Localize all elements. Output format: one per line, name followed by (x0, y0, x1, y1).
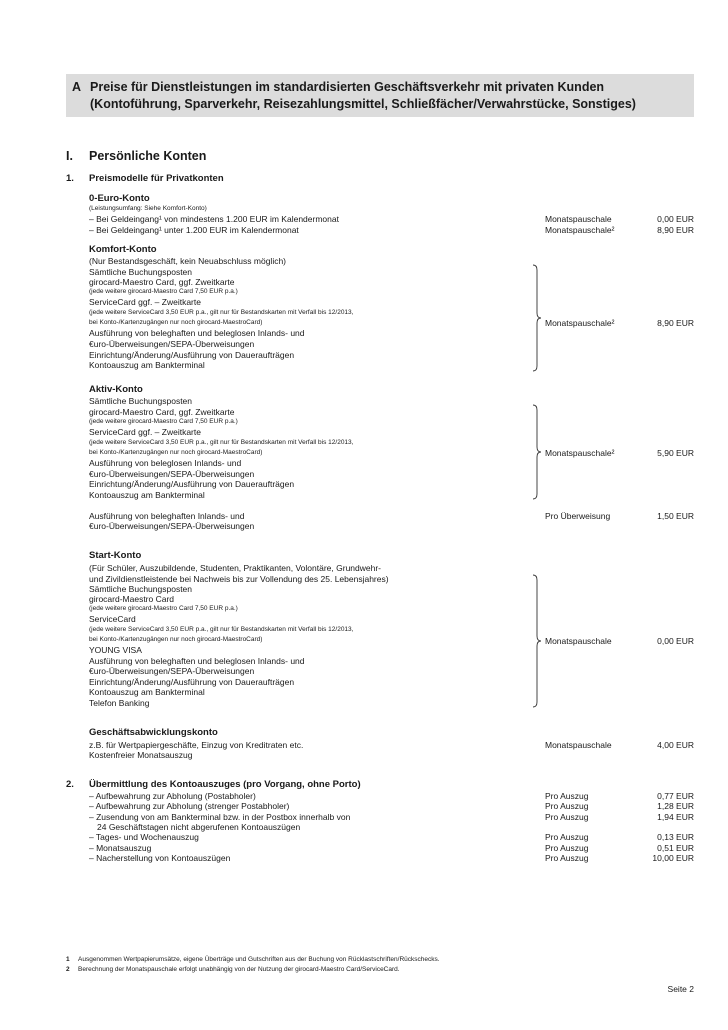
footnote-1-number: 1 (66, 956, 70, 963)
aktiv-price: 5,90 EUR (657, 448, 694, 458)
aktiv-line: Kontoauszug am Bankterminal (89, 490, 205, 500)
header-letter: A (72, 80, 82, 94)
start-line: (jede weitere ServiceCard 3,50 EUR p.a., gilt nur für Bestandskarten mit Verfall bis 12/2013, (89, 626, 354, 633)
footnote-1-text: Ausgenommen Wertpapierumsätze, eigene Überträge und Gutschriften aus der Buchung von Rücklastschriften/Rückschecks. (78, 956, 440, 963)
start-line: (jede weitere girocard-Maestro Card 7,50 EUR p.a.) (89, 605, 238, 612)
aktiv-unit: Monatspauschale² (545, 448, 615, 458)
geschaeft-unit: Monatspauschale (545, 740, 612, 750)
auszug-row-unit: Pro Auszug (545, 853, 589, 863)
header-line-1: Preise für Dienstleistungen im standardisierten Geschäftsverkehr mit privaten Kunden (90, 80, 605, 94)
auszug-row-unit: Pro Auszug (545, 843, 589, 853)
start-line: bei Konto-/Kartenzugängen nur noch girocard-MaestroCard) (89, 636, 263, 643)
komfort-line: €uro-Überweisungen/SEPA-Überweisungen (89, 339, 255, 349)
start-line: (Für Schüler, Auszubildende, Studenten, Praktikanten, Volontäre, Grundwehr- (89, 563, 382, 573)
subsection-2-number: 2. (66, 779, 74, 790)
auszug-row: – Aufbewahrung zur Abholung (strenger Postabholer) (89, 801, 290, 811)
komfort-price: 8,90 EUR (657, 318, 694, 328)
section-title: Persönliche Konten (89, 149, 207, 163)
auszug-row-price: 1,94 EUR (657, 812, 694, 822)
geschaeft-line-2: Kostenfreier Monatsauszug (89, 750, 193, 760)
start-line: YOUNG VISA (89, 645, 142, 655)
aktiv-line: Ausführung von beleglosen Inlands- und (89, 458, 242, 468)
komfort-konto-title: Komfort-Konto (89, 244, 157, 255)
auszug-row-unit: Pro Auszug (545, 791, 589, 801)
footnote-2 (66, 966, 400, 973)
auszug-row: – Aufbewahrung zur Abholung (Postabholer) (89, 791, 256, 801)
komfort-line: Sämtliche Buchungsposten (89, 267, 193, 277)
aktiv-line: (jede weitere girocard-Maestro Card 7,50 EUR p.a.) (89, 418, 238, 425)
subsection-2-title: Übermittlung des Kontoauszuges (pro Vorgang, ohne Porto) (89, 779, 361, 790)
auszug-row-unit: Pro Auszug (545, 812, 589, 822)
start-line: Ausführung von beleghaften und beleglosen Inlands- und (89, 656, 305, 666)
section-number: I. (66, 149, 73, 163)
start-price: 0,00 EUR (657, 636, 694, 646)
null-konto-row-2: – Bei Geldeingang¹ unter 1.200 EUR im Kalendermonat (89, 225, 299, 235)
page-number: Seite 2 (667, 984, 694, 994)
header-line-2: (Kontoführung, Sparverkehr, Reisezahlungsmittel, Schließfächer/Verwahrstücke, Sonstiges) (90, 97, 636, 111)
start-line: ServiceCard (89, 614, 136, 624)
komfort-line: (jede weitere ServiceCard 3,50 EUR p.a., gilt nur für Bestandskarten mit Verfall bis 12/2013, (89, 309, 354, 316)
komfort-line: Einrichtung/Änderung/Ausführung von Daueraufträgen (89, 350, 295, 360)
subsection-1-title: Preismodelle für Privatkonten (89, 173, 224, 184)
aktiv-line: €uro-Überweisungen/SEPA-Überweisungen (89, 469, 255, 479)
aktiv-extra-line-2: €uro-Überweisungen/SEPA-Überweisungen (89, 521, 255, 531)
komfort-line: bei Konto-/Kartenzugängen nur noch girocard-MaestroCard) (89, 319, 263, 326)
komfort-unit: Monatspauschale² (545, 318, 615, 328)
footnote-2-number: 2 (66, 966, 70, 973)
auszug-row-price: 0,51 EUR (657, 843, 694, 853)
komfort-brace (532, 264, 542, 372)
aktiv-line: (jede weitere ServiceCard 3,50 EUR p.a., gilt nur für Bestandskarten mit Verfall bis 12/2013, (89, 439, 354, 446)
start-line: girocard-Maestro Card (89, 594, 175, 604)
start-brace (532, 574, 542, 708)
null-konto-note: (Leistungsumfang: Siehe Komfort-Konto) (89, 205, 207, 212)
komfort-line: girocard-Maestro Card, ggf. Zweitkarte (89, 277, 235, 287)
start-line: und Zivildienstleistende bei Nachweis bis zur Vollendung des 25. Lebensjahres) (89, 574, 389, 584)
komfort-line: Kontoauszug am Bankterminal (89, 360, 205, 370)
geschaeft-price: 4,00 EUR (657, 740, 694, 750)
aktiv-line: bei Konto-/Kartenzugängen nur noch girocard-MaestroCard) (89, 449, 263, 456)
null-konto-row-1: – Bei Geldeingang¹ von mindestens 1.200 EUR im Kalendermonat (89, 214, 339, 224)
auszug-row-continuation: 24 Geschäftstagen nicht abgerufenen Kontoauszügen (97, 822, 301, 832)
aktiv-brace (532, 404, 542, 500)
null-konto-row-2-price: 8,90 EUR (657, 225, 694, 235)
komfort-line: Ausführung von beleghaften und beleglosen Inlands- und (89, 328, 305, 338)
auszug-row: – Monatsauszug (89, 843, 152, 853)
aktiv-extra-unit: Pro Überweisung (545, 511, 611, 521)
footnote-1 (66, 956, 440, 963)
auszug-row: – Nacherstellung von Kontoauszügen (89, 853, 231, 863)
geschaeft-line-1: z.B. für Wertpapiergeschäfte, Einzug von Kreditraten etc. (89, 740, 304, 750)
auszug-row: – Zusendung von am Bankterminal bzw. in der Postbox innerhalb von (89, 812, 351, 822)
aktiv-line: ServiceCard ggf. – Zweitkarte (89, 427, 201, 437)
aktiv-line: Einrichtung/Änderung/Ausführung von Daueraufträgen (89, 479, 295, 489)
null-konto-row-1-unit: Monatspauschale (545, 214, 612, 224)
aktiv-line: Sämtliche Buchungsposten (89, 396, 193, 406)
start-konto-title: Start-Konto (89, 550, 142, 561)
geschaeft-konto-title: Geschäftsabwicklungskonto (89, 727, 218, 738)
auszug-row: – Tages- und Wochenauszug (89, 832, 199, 842)
auszug-row-unit: Pro Auszug (545, 801, 589, 811)
footnote-2-text: Berechnung der Monatspauschale erfolgt unabhängig von der Nutzung der girocard-Maestro Card/ServiceCard. (78, 966, 400, 973)
komfort-line: (jede weitere girocard-Maestro Card 7,50 EUR p.a.) (89, 288, 238, 295)
start-line: Sämtliche Buchungsposten (89, 584, 193, 594)
null-konto-title: 0-Euro-Konto (89, 193, 150, 204)
subsection-1-number: 1. (66, 173, 74, 184)
komfort-line: (Nur Bestandsgeschäft, kein Neuabschluss möglich) (89, 256, 287, 266)
aktiv-extra-price: 1,50 EUR (657, 511, 694, 521)
aktiv-konto-title: Aktiv-Konto (89, 384, 143, 395)
start-line: Einrichtung/Änderung/Ausführung von Daueraufträgen (89, 677, 295, 687)
auszug-row-price: 0,77 EUR (657, 791, 694, 801)
aktiv-line: girocard-Maestro Card, ggf. Zweitkarte (89, 407, 235, 417)
null-konto-row-2-unit: Monatspauschale² (545, 225, 615, 235)
start-line: Telefon Banking (89, 698, 150, 708)
aktiv-extra-line-1: Ausführung von beleghaften Inlands- und (89, 511, 245, 521)
auszug-row-unit: Pro Auszug (545, 832, 589, 842)
start-unit: Monatspauschale (545, 636, 612, 646)
start-line: Kontoauszug am Bankterminal (89, 687, 205, 697)
auszug-row-price: 0,13 EUR (657, 832, 694, 842)
null-konto-row-1-price: 0,00 EUR (657, 214, 694, 224)
start-line: €uro-Überweisungen/SEPA-Überweisungen (89, 666, 255, 676)
auszug-row-price: 1,28 EUR (657, 801, 694, 811)
komfort-line: ServiceCard ggf. – Zweitkarte (89, 297, 201, 307)
auszug-row-price: 10,00 EUR (652, 853, 694, 863)
header-band (66, 74, 694, 117)
